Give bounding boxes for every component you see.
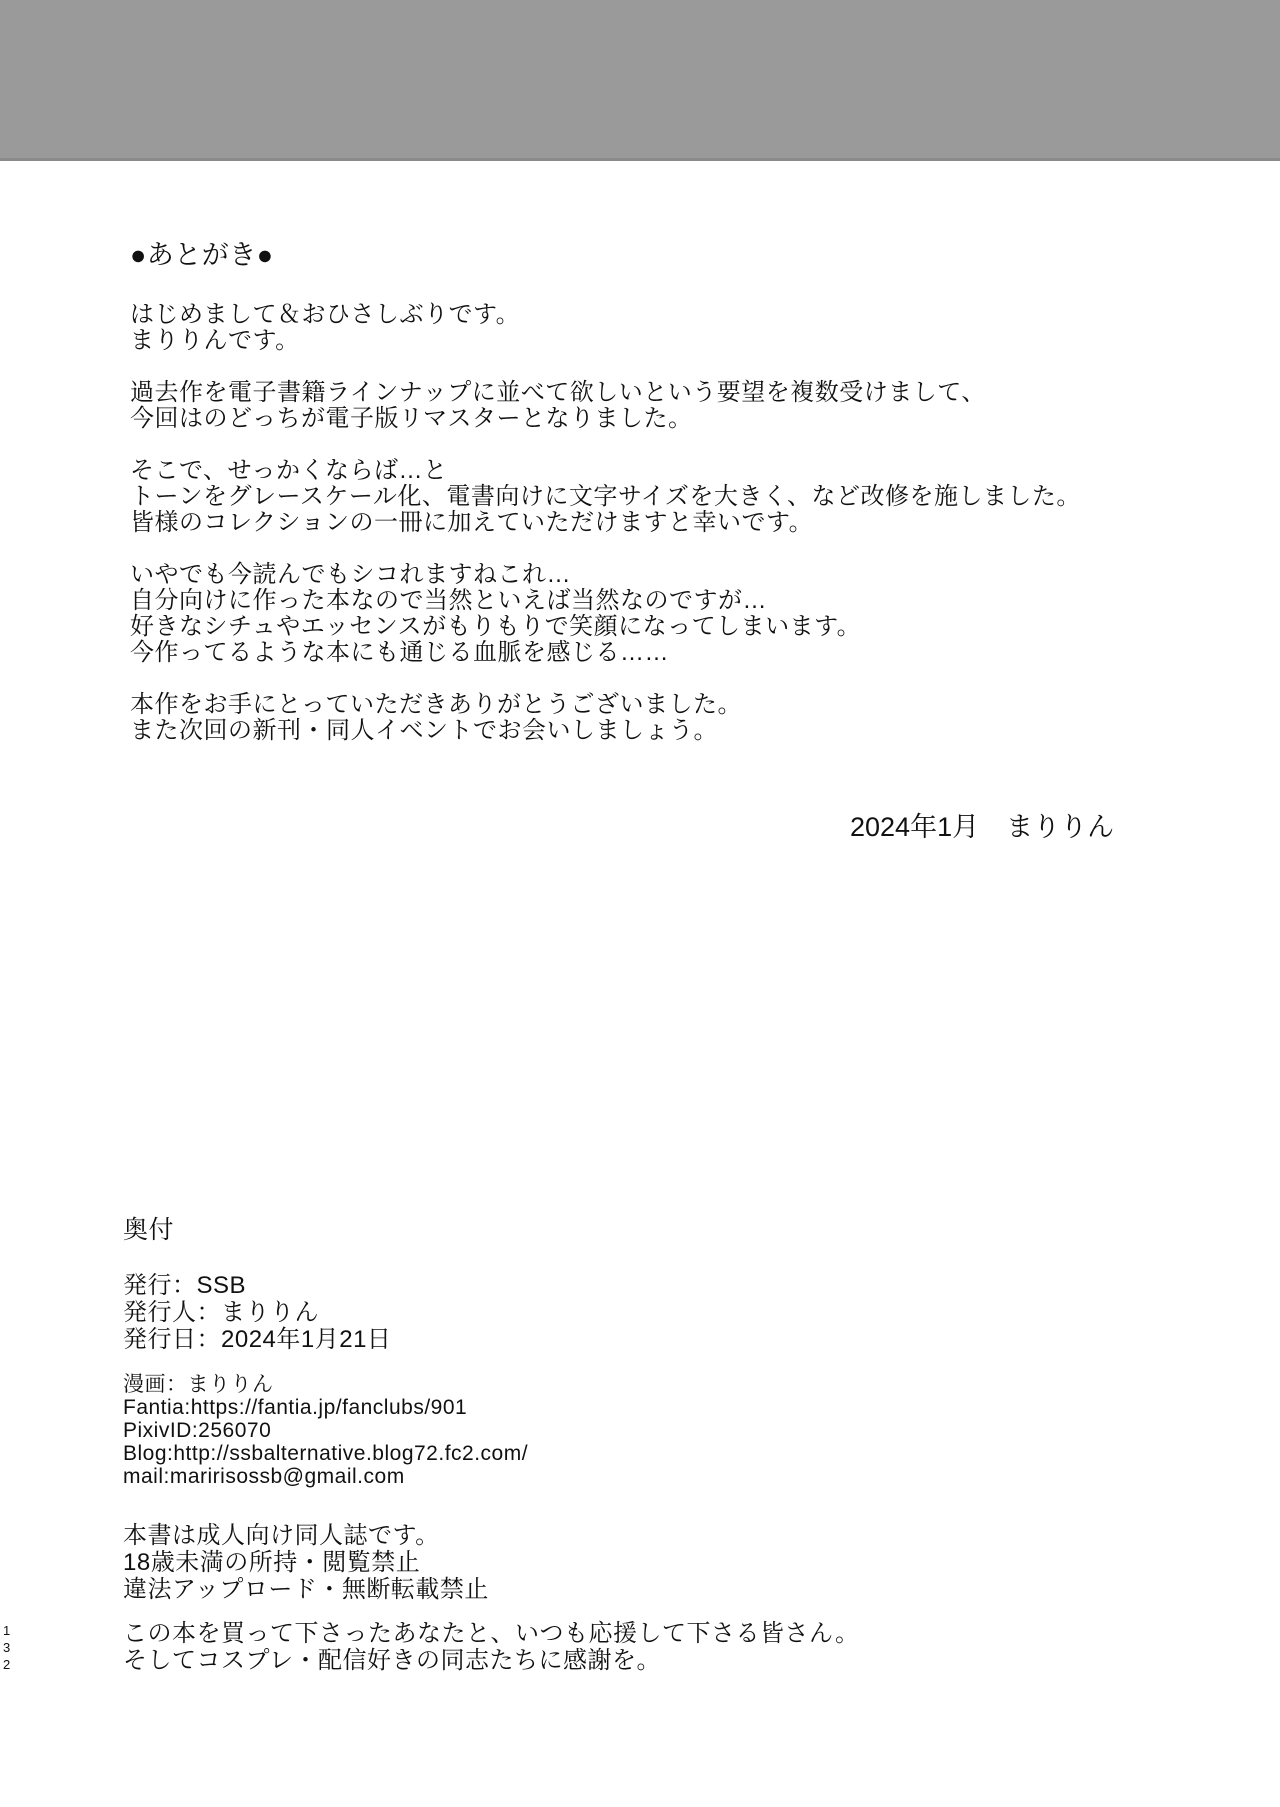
text-line: また次回の新刊・同人イベントでお会いしましょう。 bbox=[130, 717, 718, 744]
text-line: トーンをグレースケール化、電書向けに文字サイズを大きく、など改修を施しました。 bbox=[130, 483, 1081, 510]
page-number-digit: 1 bbox=[3, 1623, 11, 1638]
page-number-digit: 3 bbox=[3, 1640, 11, 1655]
adult-content-notice bbox=[123, 1522, 1023, 1603]
afterword-paragraph-revisions bbox=[130, 458, 1130, 536]
text-line: 自分向けに作った本なので当然といえば当然なのですが… bbox=[130, 587, 767, 614]
page-number bbox=[3, 1622, 10, 1673]
thanks-line: そしてコスプレ・配信好きの同志たちに感謝を。 bbox=[123, 1647, 662, 1674]
colophon-section bbox=[123, 1216, 1023, 1674]
fantia-url-text: Fantia:https://fantia.jp/fanclubs/901 bbox=[123, 1396, 468, 1419]
page-number-digit: 2 bbox=[3, 1657, 11, 1672]
pixiv-id-text: PixivID:256070 bbox=[123, 1419, 272, 1442]
afterword-paragraph-remaster bbox=[130, 380, 1130, 432]
thanks-line: この本を買って下さったあなたと、いつも応援して下さる皆さん。 bbox=[123, 1620, 860, 1647]
text-line: 本作をお手にとっていただきありがとうございました。 bbox=[130, 691, 743, 718]
colophon-title: 奥付 bbox=[123, 1216, 175, 1244]
notice-line: 18歳未満の所持・閲覧禁止 bbox=[123, 1549, 421, 1576]
publisher-line: 発行：SSB bbox=[123, 1272, 247, 1299]
afterword-paragraph-impressions bbox=[130, 562, 1130, 666]
credits-links bbox=[123, 1373, 1023, 1488]
header-gray-band bbox=[0, 0, 1280, 161]
text-line: はじめまして＆おひさしぶりです。 bbox=[130, 301, 521, 328]
afterword-paragraph-thanks bbox=[130, 692, 1130, 744]
text-line: そこで、せっかくならば…と bbox=[130, 457, 448, 484]
text-line: いやでも今読んでもシコれますねこれ… bbox=[130, 561, 571, 588]
thanks-message bbox=[123, 1620, 1023, 1674]
text-line: 好きなシチュやエッセンスがもりもりで笑顔になってしまいます。 bbox=[130, 613, 862, 640]
text-line: まりりんです。 bbox=[130, 327, 300, 354]
text-line: 今回はのどっちが電子版リマスターとなりました。 bbox=[130, 405, 693, 432]
notice-line: 本書は成人向け同人誌です。 bbox=[123, 1522, 440, 1549]
afterword-section bbox=[130, 240, 1130, 770]
signoff-date-author: 2024年1月 まりりん bbox=[850, 812, 1115, 842]
text-line: 皆様のコレクションの一冊に加えていただけますと幸いです。 bbox=[130, 509, 814, 536]
text-line: 過去作を電子書籍ラインナップに並べて欲しいという要望を複数受けまして、 bbox=[130, 379, 986, 406]
text-line: 今作ってるような本にも通じる血脈を感じる…… bbox=[130, 639, 669, 666]
publisher-person-line: 発行人：まりりん bbox=[123, 1299, 319, 1326]
manga-credit-line: 漫画：まりりん bbox=[123, 1373, 274, 1396]
blog-url-text: Blog:http://ssbalternative.blog72.fc2.com/ bbox=[123, 1442, 529, 1465]
publication-info bbox=[123, 1272, 1023, 1353]
mail-address-text: mail:maririsossb@gmail.com bbox=[123, 1465, 405, 1488]
afterword-paragraph-greeting bbox=[130, 302, 1130, 354]
afterword-title: ●あとがき● bbox=[130, 240, 274, 270]
notice-line: 違法アップロード・無断転載禁止 bbox=[123, 1576, 489, 1603]
publish-date-line: 発行日：2024年1月21日 bbox=[123, 1326, 392, 1353]
